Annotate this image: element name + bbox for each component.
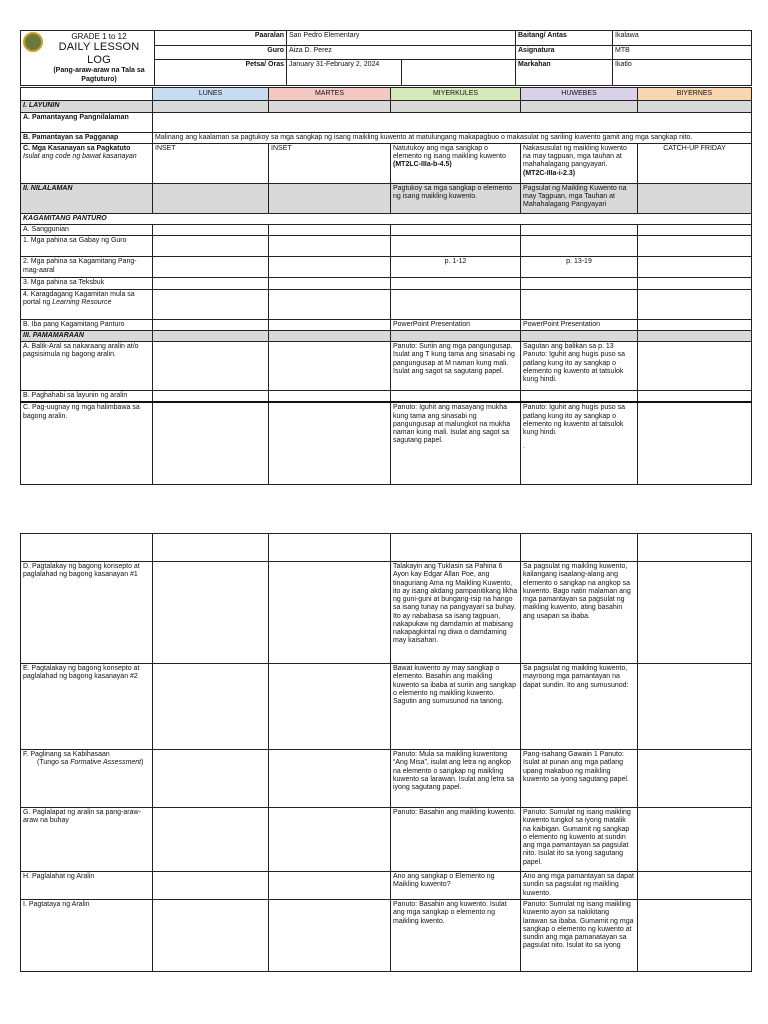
paghahabi-label: B. Paghahabi sa layunin ng aralin bbox=[21, 391, 153, 403]
header-table bbox=[20, 30, 752, 86]
day-lunes: LUNES bbox=[153, 88, 269, 101]
balik-label: A. Balik-Aral sa nakaraang aralin at/o pagsisimula ng bagong aralin. bbox=[21, 342, 153, 391]
kagamitang-huwebes: p. 13-19 bbox=[521, 257, 638, 278]
nilalaman-huwebes: Pagsulat ng Maikling Kuwento na may Tagpuan, mga Tauhan at Mahahalagang Pangyayari bbox=[521, 183, 638, 213]
section-pamamaraan: III. PAMAMARAAN bbox=[21, 330, 153, 341]
f-label-line1: F. Paglinang sa Kabihasaan bbox=[23, 751, 110, 758]
f-label-line2: (Tungo sa Formative Assessment) bbox=[37, 759, 144, 767]
kasanayan-miy-code: (MT2LC-IIIa-b-4.5) bbox=[393, 161, 452, 169]
kasanayan-biyernes: CATCH-UP FRIDAY bbox=[638, 143, 752, 183]
markahan-value: Ikatlo bbox=[613, 60, 752, 86]
paaralan-value: San Pedro Elementary bbox=[287, 31, 516, 46]
lesson-table-page-2 bbox=[20, 533, 752, 972]
lesson-table-page-1 bbox=[20, 87, 752, 485]
kagamitang-label: 2. Mga pahina sa Kagamitang Pang-mag-aaral bbox=[21, 257, 153, 278]
e-label: E. Pagtalakay ng bagong konsepto at paglalahad ng bagong kasanayan #2 bbox=[21, 664, 153, 750]
paguugnay-huw-text: Panuto: Iguhit ang hugis puso sa patlang kung ito ay sangkap o elemento ng kuwento at tatsulok kung hindi. bbox=[523, 404, 625, 436]
day-miyerkules: MIYERKULES bbox=[391, 88, 521, 101]
pagganap-value: Malinang ang kaalaman sa pagtukoy sa mga sangkap ng isang maikling kuwento at matulungang makapagbuo o makasulat ng sariling kuwento gamit ang mga sangkap nito. bbox=[153, 132, 752, 143]
asignatura-value: MTB bbox=[613, 45, 752, 60]
i-huwebes: Panuto: Sumulat ng isang maikling kuwento ayon sa nakikitang larawan sa ibaba. Gumamit ng mga sangkap o elemento ng kuwento at sundin ang mga pamanatayan sa pagsulat nito. Isulat ito sa iyong bbox=[521, 900, 638, 972]
kasanayan-miy-text: Natutukoy ang mga sangkap o elemento ng isang maikling kuwento bbox=[393, 144, 506, 160]
asignatura-label: Asignatura bbox=[516, 45, 613, 60]
kasanayan-miyerkules bbox=[391, 143, 521, 183]
lr-label-text: 4. Karagdagang Kagamitan mula sa portal ng bbox=[23, 290, 135, 306]
d-miyerkules: Talakayin ang Tuklasin sa Pahina 6 Ayon kay Edgar Allan Poe, ang tinaguriang Ama ng Maikling Kuwento, ito ay isang akdang pampanitikang likha ng guni-guni at bungang-isip na hango sa isang tunay na pangyayari sa buhay. Ito ay nababasa sa isang tagpuan, nakapukaw ng damdamin at mabisang nakapagkintal ng diwa o damdaming may kaisahan. bbox=[391, 562, 521, 664]
kagamitang-miyerkules: p. 1-12 bbox=[391, 257, 521, 278]
lr-label-italic: Learning Resource bbox=[52, 298, 112, 306]
nilalaman-miyerkules: Pagtukoy sa mga sangkap o elemento ng isang maikling kuwento. bbox=[391, 183, 521, 213]
guro-value: Aiza D. Perez bbox=[287, 45, 516, 60]
teksbuk-label: 3. Mga pahina sa Teksbuk bbox=[21, 278, 153, 289]
kasanayan-label: C. Mga Kasanayan sa Pagkatuto bbox=[23, 144, 131, 152]
kasanayan-martes: INSET bbox=[269, 143, 391, 183]
pamantayang-value bbox=[153, 112, 752, 132]
markahan-label: Markahan bbox=[516, 60, 613, 86]
h-miyerkules: Ano ang sangkap o Elemento ng Maikling kuwento? bbox=[391, 872, 521, 900]
iba-miyerkules: PowerPoint Presentation bbox=[391, 319, 521, 330]
day-huwebes: HUWEBES bbox=[521, 88, 638, 101]
petsa-label: Petsa/ Oras bbox=[155, 60, 287, 86]
kasanayan-lunes: INSET bbox=[153, 143, 269, 183]
kasanayan-cell bbox=[21, 143, 153, 183]
f-label bbox=[21, 750, 153, 808]
page-subtitle: (Pang-araw-araw na Tala sa Pagtuturo) bbox=[53, 67, 145, 83]
g-huwebes: Panuto: Sumulat ng isang maikling kuwento tungkol sa iyong matalik na kaibigan. Gumamit ng sangkap o elemento ng kuwento at sundin ang mga pamantayan sa pagsulat nito. Isulat ito sa iyong sagutang papel. bbox=[521, 808, 638, 872]
kasanayan-huw-code: (MT2C-IIIa-i-2.3) bbox=[523, 169, 576, 177]
sanggunian-label: A. Sanggunian bbox=[21, 225, 153, 236]
i-label: I. Pagtataya ng Aralin bbox=[21, 900, 153, 972]
section-kagamitan: KAGAMITANG PANTURO bbox=[21, 213, 752, 224]
balik-miyerkules: Panuto: Suriin ang mga pangungusap. Isulat ang T kung tama ang sinasabi ng pangungusap at M naman kung mali. Isulat ang sagot sa sagutang papel. bbox=[391, 342, 521, 391]
paguugnay-label: C. Pag-uugnay ng mga halimbawa sa bagong aralin. bbox=[21, 402, 153, 484]
i-miyerkules: Panuto: Basahin ang kuwento. Isulat ang mga sangkap o elemento ng maikling kwento. bbox=[391, 900, 521, 972]
d-label: D. Pagtalakay ng bagong konsepto at paglalahad ng bagong kasanayan #1 bbox=[21, 562, 153, 664]
balik-huwebes: Sagutan ang balikan sa p. 13 Panuto: Iguhit ang hugis puso sa patlang kung ito ay sangkap o elemento ng kuwento at tatsulok kung hindi. bbox=[521, 342, 638, 391]
e-miyerkules: Bawat kuwento ay may sangkap o elemento. Basahin ang maikling kuwento sa ibaba at suriin ang sangkap o elemento ng maikling kuwento. Sagutin ang sumusunod na tanong. bbox=[391, 664, 521, 750]
days-blank bbox=[21, 88, 153, 101]
page-title: DAILY LESSON LOG bbox=[58, 41, 140, 67]
paguugnay-huwebes bbox=[521, 402, 638, 484]
g-miyerkules: Panuto: Basahin ang maikling kuwento. bbox=[391, 808, 521, 872]
g-label: G. Paglalapat ng aralin sa pang-araw-araw na buhay bbox=[21, 808, 153, 872]
d-huwebes: Sa pagsulat ng maikling kuwento, kailangang isaalang-alang ang elemento o sangkap na angkop sa kuwento. Bago natin malaman ang mga pamantayan sa pagsulat ng maikling kuwento, ating basahin ang usapan sa ibaba. bbox=[521, 562, 638, 664]
lr-label bbox=[21, 289, 153, 319]
iba-huwebes: PowerPoint Presentation bbox=[521, 319, 638, 330]
kasanayan-note: Isulat ang code ng bawat kasanayan bbox=[23, 153, 137, 160]
gabay-label: 1. Mga pahina sa Gabay ng Guro bbox=[21, 236, 153, 257]
e-huwebes: Sa pagsulat ng maikling kuwento, mayroong mga pamantayan na dapat sundin. Ito ang sumusunod: bbox=[521, 664, 638, 750]
paguugnay-huw-dot: . bbox=[523, 443, 525, 451]
section-nilalaman: II. NILALAMAN bbox=[21, 183, 153, 213]
pamantayang-label: A. Pamantayang Pangnilalaman bbox=[21, 112, 153, 132]
kasanayan-huwebes bbox=[521, 143, 638, 183]
h-huwebes: Ano ang mga pamantayan sa dapat sundin sa pagsulat ng maikling kuwento. bbox=[521, 872, 638, 900]
baitang-label: Baitang/ Antas bbox=[516, 31, 613, 46]
section-layunin: I. LAYUNIN bbox=[21, 101, 153, 112]
pagganap-label: B. Pamantayan sa Pagganap bbox=[21, 132, 153, 143]
paaralan-label: Paaralan bbox=[155, 31, 287, 46]
paguugnay-miyerkules: Panuto: Iguhit ang masayang mukha kung tama ang sinasabi ng pangungusap at malungkot na mukha naman kung mali. Isulat ang sagot sa sagutang papel. bbox=[391, 402, 521, 484]
f-huwebes: Pang-isahang Gawain 1 Panuto: Isulat at punan ang mga patlang upang makabuo ng maikling kuwento sa iyong sagutang papel. bbox=[521, 750, 638, 808]
header-brand bbox=[21, 31, 155, 86]
petsa-value: January 31-February 2, 2024 bbox=[287, 60, 402, 86]
h-label: H. Paglalahat ng Aralin bbox=[21, 872, 153, 900]
day-biyernes: BIYERNES bbox=[638, 88, 752, 101]
deped-seal-icon bbox=[23, 32, 43, 52]
f-miyerkules: Panuto: Mula sa maikling kuwentong “Ang Misa”, isulat ang letra ng angkop na elemento o sangkap ng maikling kuwento sa larawan. Isulat ang letra sa iyong sagutang papel. bbox=[391, 750, 521, 808]
petsa-blank bbox=[402, 60, 516, 86]
grade-label: GRADE 1 to 12 bbox=[71, 32, 127, 41]
guro-label: Guro bbox=[155, 45, 287, 60]
baitang-value: Ikalawa bbox=[613, 31, 752, 46]
day-martes: MARTES bbox=[269, 88, 391, 101]
kasanayan-huw-text: Nakasusulat ng maikling kuwento na may tagpuan, mga tauhan at mahahalagang pangyayari. bbox=[523, 144, 627, 169]
iba-label: B. Iba pang Kagamitang Panturo bbox=[21, 319, 153, 330]
